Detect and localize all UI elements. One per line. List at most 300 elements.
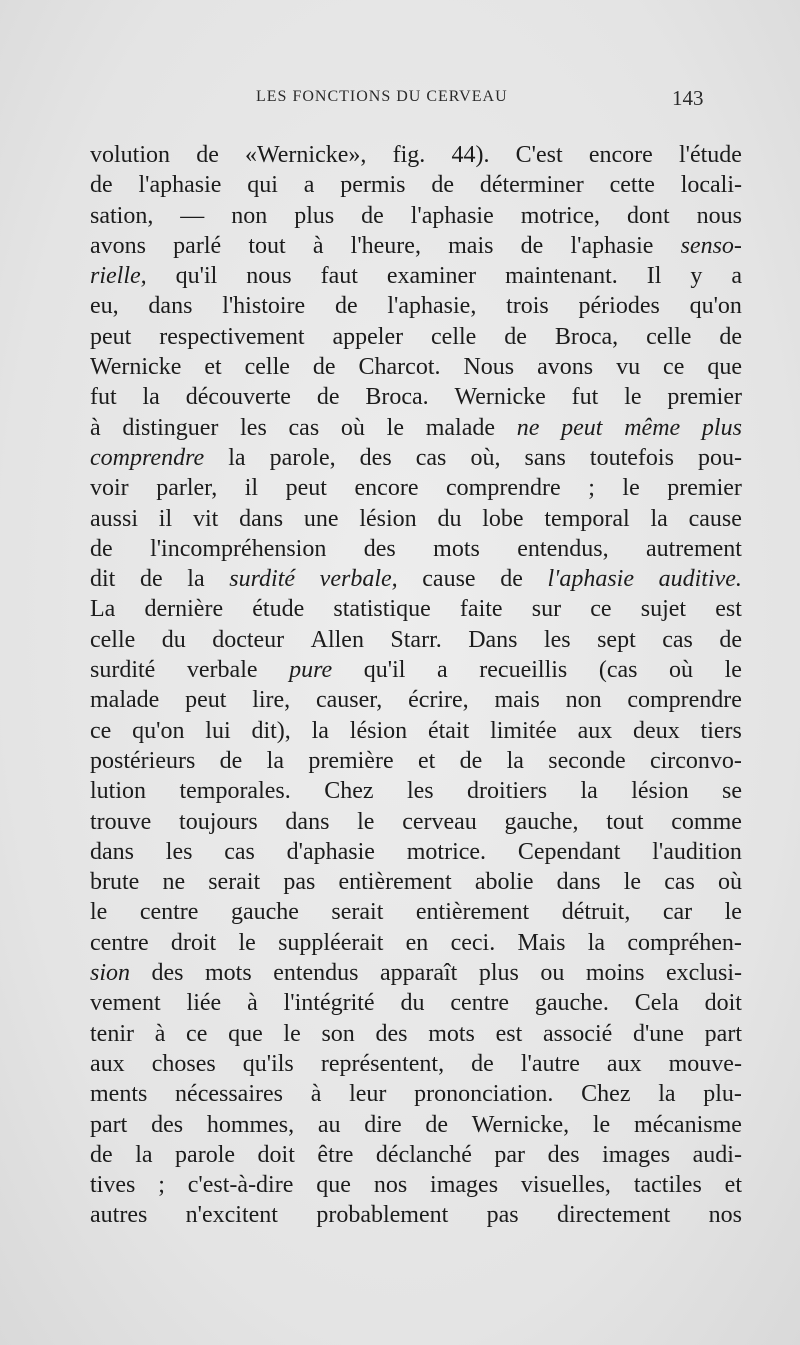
word: des	[151, 1111, 184, 1138]
word: images	[602, 1141, 671, 1168]
word: trois	[506, 293, 549, 320]
word: parole,	[269, 444, 336, 471]
word: a	[303, 172, 315, 199]
word: deux	[633, 717, 680, 744]
word: l'aphasie,	[387, 293, 477, 320]
word: tout	[606, 808, 644, 835]
word: ce	[90, 717, 112, 744]
word: ;	[158, 1172, 165, 1199]
word: des	[359, 444, 392, 471]
text-line	[90, 291, 742, 321]
word: lui	[205, 717, 231, 744]
word: de	[431, 172, 454, 199]
word: étude	[252, 596, 305, 623]
word: audi-	[692, 1141, 742, 1168]
word: de	[520, 232, 544, 259]
word: de	[361, 202, 384, 229]
word: comprendre	[90, 444, 205, 471]
word: surdité	[90, 657, 156, 684]
word: des	[547, 1141, 580, 1168]
word: Chez	[324, 778, 374, 805]
word: ceci.	[450, 929, 496, 956]
word: déclanché	[375, 1141, 472, 1168]
word: même	[624, 414, 681, 441]
word: verbale	[186, 657, 258, 684]
word: de	[425, 1111, 449, 1138]
word: que	[707, 354, 742, 381]
word: nos	[708, 1202, 742, 1229]
word: statistique	[333, 596, 431, 623]
word: mais	[494, 687, 540, 714]
word: Wernicke	[90, 354, 182, 381]
word: avons	[90, 232, 146, 259]
word: voir	[90, 475, 129, 502]
word: car	[662, 899, 693, 926]
word: la	[311, 717, 329, 744]
word: lésion	[349, 717, 408, 744]
word: cette	[609, 172, 655, 199]
word: causer,	[315, 687, 383, 714]
word: qu'ils	[242, 1050, 294, 1077]
word: pure	[289, 657, 333, 684]
word: non	[231, 202, 268, 229]
word: le	[624, 384, 642, 411]
word: en	[405, 929, 429, 956]
word: où	[717, 869, 742, 896]
word: et	[204, 354, 222, 381]
word: le	[90, 899, 108, 926]
word: sept	[597, 626, 636, 653]
word: des	[375, 1020, 408, 1047]
word: limitée	[490, 717, 557, 744]
word: ments	[90, 1081, 148, 1108]
word: se	[722, 778, 742, 805]
word: tactiles	[633, 1172, 702, 1199]
word: a	[731, 263, 742, 290]
word: l'histoire	[222, 293, 306, 320]
text-line	[90, 382, 742, 412]
word: les	[165, 838, 193, 865]
word: peut	[561, 414, 603, 441]
word: peut	[285, 475, 327, 502]
word: respectivement	[159, 323, 305, 350]
text-line	[90, 1019, 742, 1049]
word: Allen	[310, 626, 364, 653]
word: la	[587, 929, 606, 956]
word: tout	[248, 232, 286, 259]
text-line	[90, 504, 742, 534]
word: plu-	[703, 1081, 742, 1108]
word: serait	[331, 899, 384, 926]
word: de	[90, 535, 113, 562]
word: la	[266, 747, 284, 774]
word: suppléerait	[278, 929, 384, 956]
word: parler,	[156, 475, 218, 502]
word: mots	[433, 535, 480, 562]
word: «Wernicke»,	[245, 142, 367, 168]
word: motrice,	[520, 202, 600, 229]
word: l'heure,	[350, 232, 421, 259]
word: comprendre	[627, 687, 742, 714]
word: maintenant.	[505, 263, 618, 290]
word: où,	[470, 444, 501, 471]
word: vit	[192, 505, 219, 532]
word: hommes,	[206, 1111, 295, 1138]
word: auditive.	[658, 566, 742, 593]
text-line	[90, 655, 742, 685]
text-line	[90, 1110, 742, 1140]
word: l'audition	[652, 838, 742, 865]
word: tiers	[700, 717, 742, 744]
word: directement	[557, 1202, 671, 1229]
word: encore	[588, 142, 653, 168]
word: temporales.	[179, 778, 291, 805]
word: senso-	[680, 232, 742, 259]
word: gauche	[230, 899, 299, 926]
word: qu'il	[363, 657, 406, 684]
word: centre	[90, 929, 149, 956]
word: pou-	[697, 444, 742, 471]
word: aux	[606, 1050, 642, 1077]
word: la	[506, 747, 524, 774]
word: malade	[90, 687, 160, 714]
word: de	[334, 293, 358, 320]
word: des	[151, 960, 184, 987]
word: lution	[90, 778, 147, 805]
word: le	[592, 1111, 611, 1138]
text-line	[90, 140, 742, 170]
word: la	[580, 778, 598, 805]
word: de	[196, 142, 219, 168]
word: dans	[285, 808, 330, 835]
word: premier	[667, 475, 742, 502]
word: lésion	[631, 778, 689, 805]
word: être	[317, 1141, 354, 1168]
word: cerveau	[402, 808, 477, 835]
text-line	[90, 867, 742, 897]
word: autres	[90, 1202, 148, 1229]
word: que	[316, 1172, 351, 1199]
text-line	[90, 1170, 742, 1200]
word: ou	[540, 960, 565, 987]
word: brute	[90, 869, 140, 896]
word: parole	[175, 1141, 236, 1168]
word: entièrement	[415, 899, 530, 926]
word: distinguer	[122, 414, 219, 441]
word: dernière	[144, 596, 224, 623]
text-line	[90, 352, 742, 382]
word: compréhen-	[627, 929, 742, 956]
word: et	[417, 747, 436, 774]
word: centre	[139, 899, 199, 926]
word: est	[715, 596, 742, 623]
word: cas	[224, 838, 255, 865]
word: peut	[90, 323, 132, 350]
word: il	[244, 475, 259, 502]
word: qu'il	[175, 263, 218, 290]
word: nous	[696, 202, 742, 229]
word: Wernicke	[454, 384, 546, 411]
word: où	[340, 414, 365, 441]
word: aussi	[90, 505, 138, 532]
word: a	[437, 657, 448, 684]
word: la	[658, 1081, 676, 1108]
word: toujours	[179, 808, 258, 835]
word: y	[690, 263, 703, 290]
word: ce	[186, 1020, 208, 1047]
word: de	[90, 172, 113, 199]
word: du	[437, 505, 462, 532]
word: dit),	[251, 717, 291, 744]
word: les	[240, 414, 267, 441]
word: cas	[662, 626, 693, 653]
word: choses	[151, 1050, 216, 1077]
word: surdité	[229, 566, 296, 593]
word: à	[247, 990, 258, 1017]
word: moins	[585, 960, 645, 987]
word: à	[154, 1020, 166, 1047]
word: liée	[186, 990, 222, 1017]
word: représentent,	[320, 1050, 445, 1077]
word: avons	[537, 354, 594, 381]
word: les	[543, 626, 571, 653]
word: celle	[90, 626, 136, 653]
word: locali-	[680, 172, 742, 199]
word: plus	[701, 414, 742, 441]
word: non	[565, 687, 602, 714]
word: faut	[320, 263, 358, 290]
word: entendus	[273, 960, 359, 987]
word: Cependant	[517, 838, 621, 865]
word: sation,	[90, 202, 154, 229]
word: par	[494, 1141, 526, 1168]
word: appeler	[332, 323, 404, 350]
word: abolie	[474, 869, 534, 896]
word: sion	[90, 960, 131, 987]
word: rielle,	[90, 263, 147, 290]
word: l'aphasie	[410, 202, 494, 229]
word: détruit,	[561, 899, 631, 926]
word: le	[283, 1020, 301, 1047]
word: périodes	[578, 293, 660, 320]
word: première	[308, 747, 394, 774]
word: de	[316, 384, 340, 411]
word: mots	[205, 960, 252, 987]
word: qu'on	[689, 293, 742, 320]
word: l'incompréhension	[150, 535, 327, 562]
word: à	[312, 232, 324, 259]
word: centre	[450, 990, 509, 1017]
word: cas	[415, 444, 447, 471]
text-line	[90, 201, 742, 231]
text-line	[90, 685, 742, 715]
word: Charcot.	[358, 354, 441, 381]
word: et	[724, 1172, 742, 1199]
word: celle	[244, 354, 290, 381]
word: l'intégrité	[283, 990, 375, 1017]
word: vu	[616, 354, 641, 381]
word: Chez	[581, 1081, 631, 1108]
word: de	[312, 354, 336, 381]
word: autrement	[645, 535, 742, 562]
word: l'étude	[678, 142, 742, 168]
body-text	[90, 140, 742, 1231]
word: 44).	[451, 142, 490, 168]
word: pas	[486, 1202, 519, 1229]
word: toutefois	[589, 444, 674, 471]
word: temporal	[544, 505, 630, 532]
text-line	[90, 928, 742, 958]
word: que	[228, 1020, 263, 1047]
word: visuelles,	[520, 1172, 611, 1199]
word: le	[357, 808, 375, 835]
word: Nous	[463, 354, 515, 381]
word: de	[90, 1141, 113, 1168]
word: l'aphasie	[547, 566, 634, 593]
word: le	[724, 657, 742, 684]
text-line	[90, 837, 742, 867]
word: Dans	[468, 626, 518, 653]
word: de	[471, 1050, 494, 1077]
word: son	[321, 1020, 355, 1047]
word: la	[228, 444, 246, 471]
word: qu'on	[132, 717, 185, 744]
word: à	[310, 1081, 322, 1108]
word: cause	[422, 566, 476, 593]
word: motrice.	[406, 838, 487, 865]
word: de	[719, 323, 742, 350]
word: docteur	[212, 626, 285, 653]
word: au	[317, 1111, 341, 1138]
word: probablement	[316, 1202, 449, 1229]
word: de	[459, 747, 483, 774]
word: la	[135, 1141, 153, 1168]
word: parlé	[173, 232, 222, 259]
text-line	[90, 231, 742, 261]
word: nous	[246, 263, 292, 290]
word: Il	[646, 263, 662, 290]
word: la	[650, 505, 668, 532]
word: la	[187, 566, 205, 593]
text-line	[90, 776, 742, 806]
word: sujet	[640, 596, 687, 623]
word: prononciation.	[414, 1081, 554, 1108]
word: Cela	[634, 990, 679, 1017]
word: l'aphasie	[570, 232, 654, 259]
word: dans	[148, 293, 193, 320]
word: dire	[364, 1111, 402, 1138]
word: ce	[590, 596, 612, 623]
word: volution	[90, 142, 171, 168]
word: écrire,	[408, 687, 469, 714]
word: faite	[459, 596, 503, 623]
text-line	[90, 170, 742, 200]
word: sans	[524, 444, 566, 471]
word: les	[406, 778, 434, 805]
word: seconde	[548, 747, 626, 774]
word: n'excitent	[185, 1202, 278, 1229]
word: d'une	[632, 1020, 684, 1047]
word: plus	[478, 960, 519, 987]
word: fut	[90, 384, 117, 411]
word: doit	[257, 1141, 295, 1168]
word: tives	[90, 1172, 136, 1199]
word: entièrement	[338, 869, 452, 896]
word: découverte	[185, 384, 291, 411]
word: ce	[663, 354, 685, 381]
word: apparaît	[380, 960, 458, 987]
word: part	[90, 1111, 128, 1138]
text-line	[90, 413, 742, 443]
word: vement	[90, 990, 161, 1017]
word: des	[363, 535, 396, 562]
word: circonvo-	[649, 747, 742, 774]
text-line	[90, 897, 742, 927]
word: ne	[516, 414, 540, 441]
word: ;	[588, 475, 595, 502]
word: premier	[667, 384, 742, 411]
word: entendus,	[517, 535, 609, 562]
word: ne	[162, 869, 186, 896]
word: exclusi-	[666, 960, 742, 987]
word: examiner	[386, 263, 477, 290]
text-line	[90, 625, 742, 655]
word: de	[719, 626, 742, 653]
word: droit	[170, 929, 217, 956]
text-line	[90, 564, 742, 594]
word: nécessaires	[175, 1081, 283, 1108]
word: sur	[531, 596, 562, 623]
text-line	[90, 443, 742, 473]
word: de	[504, 323, 527, 350]
word: leur	[349, 1081, 387, 1108]
running-head: LES FONCTIONS DU CERVEAU	[256, 88, 508, 105]
word: verbale,	[319, 566, 398, 593]
text-line	[90, 746, 742, 776]
word: mouve-	[668, 1050, 742, 1077]
word: une	[303, 505, 339, 532]
word: était	[427, 717, 470, 744]
word: pas	[283, 869, 316, 896]
text-line	[90, 594, 742, 624]
word: gauche,	[504, 808, 579, 835]
word: eu,	[90, 293, 119, 320]
word: Broca,	[554, 323, 619, 350]
word: permis	[340, 172, 406, 199]
word: images	[430, 1172, 499, 1199]
word: le	[724, 899, 742, 926]
text-line	[90, 534, 742, 564]
word: (cas	[598, 657, 638, 684]
word: dans	[556, 869, 601, 896]
word: —	[180, 202, 205, 229]
text-line	[90, 958, 742, 988]
word: celle	[646, 323, 692, 350]
word: du	[161, 626, 186, 653]
page-number: 143	[672, 86, 704, 110]
word: droitiers	[467, 778, 548, 805]
word: Starr.	[390, 626, 442, 653]
text-line	[90, 807, 742, 837]
text-line	[90, 473, 742, 503]
word: C'est	[515, 142, 563, 168]
word: La	[90, 596, 116, 623]
word: mécanisme	[633, 1111, 742, 1138]
word: nos	[373, 1172, 408, 1199]
word: c'est-à-dire	[187, 1172, 294, 1199]
word: peut	[185, 687, 227, 714]
word: le	[622, 475, 640, 502]
